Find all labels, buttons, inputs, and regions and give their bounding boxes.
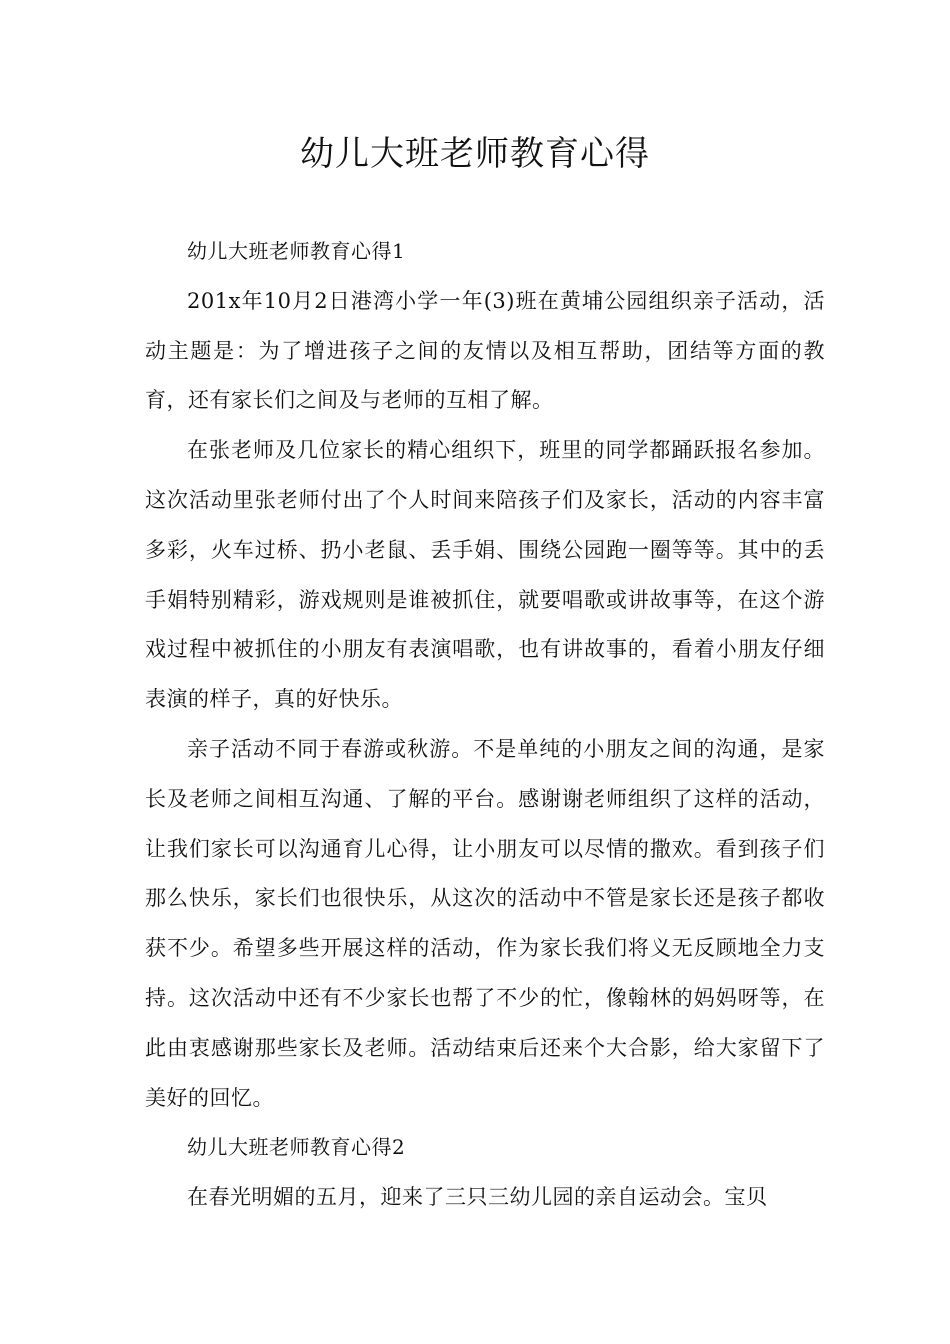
section-heading-2: 幼儿大班老师教育心得2	[187, 1135, 406, 1160]
paragraph: 在春光明媚的五月，迎来了三只三幼儿园的亲自运动会。宝贝	[187, 1185, 768, 1210]
paragraph: 亲子活动不同于春游或秋游。不是单纯的小朋友之间的沟通，是家长及老师之间相互沟通、了解的平台。感谢谢老师组织了这样的活动，让我们家长可以沟通育儿心得，让小朋友可以尽情的撒欢。看到孩子们那么快乐，家长们也很快乐，从这次的活动中不管是家长还是孩子都收获不少。希望多些开展这样的活动，作为家长我们将义无反顾地全力支持。这次活动中还有不少家长也帮了不少的忙，像翰林的妈妈呀等，在此由衷感谢那些家长及老师。活动结束后还来个大合影，给大家留下了美好的回忆。	[145, 736, 825, 1110]
paragraph: 在张老师及几位家长的精心组织下，班里的同学都踊跃报名参加。这次活动里张老师付出了个人时间来陪孩子们及家长，活动的内容丰富多彩，火车过桥、扔小老鼠、丢手娟、围绕公园跑一圈等等。其中的丢手娟特别精彩，游戏规则是谁被抓住，就要唱歌或讲故事等，在这个游戏过程中被抓住的小朋友有表演唱歌，也有讲故事的，看着小朋友仔细表演的样子，真的好快乐。	[145, 438, 825, 712]
section-heading-1: 幼儿大班老师教育心得1	[187, 239, 406, 263]
paragraph: 201x年10月2日港湾小学一年(3)班在黄埔公园组织亲子活动，活动主题是：为了增进孩子之间的友情以及相互帮助，团结等方面的教育，还有家长们之间及与老师的互相了解。	[145, 288, 825, 413]
document-title: 幼儿大班老师教育心得	[300, 134, 650, 174]
document-body	[145, 227, 825, 1223]
